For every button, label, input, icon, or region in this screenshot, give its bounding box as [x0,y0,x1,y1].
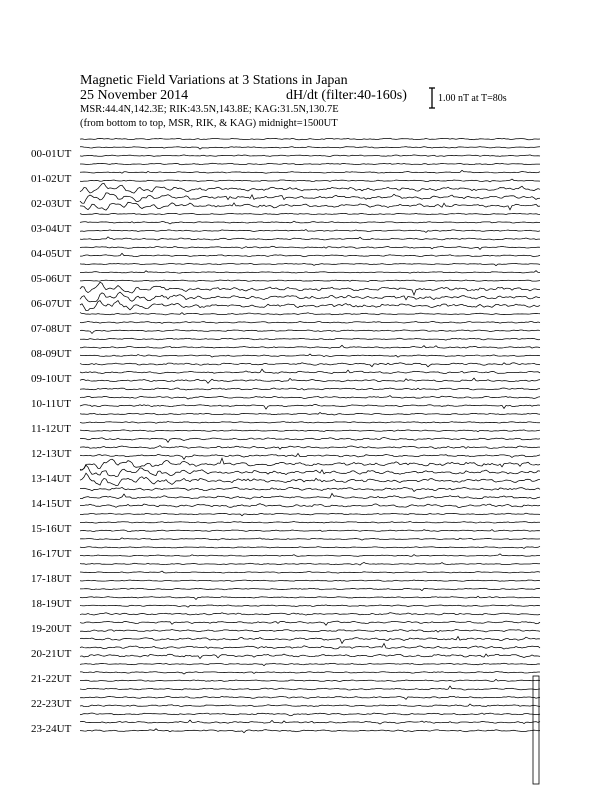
row-label-12-13UT: 12-13UT [31,448,72,460]
chart-quantity: dH/dt (filter:40-160s) [286,88,407,103]
trace-08-09UT-KAG [80,338,540,340]
trace-15-16UT-MSR [80,530,540,532]
trace-02-03UT-MSR [80,202,540,210]
trace-02-03UT-KAG [80,183,540,193]
trace-13-14UT-RIK [80,465,540,477]
trace-03-04UT-RIK [80,221,540,224]
trace-20-21UT-RIK [80,643,540,649]
trace-17-18UT-KAG [80,562,540,565]
trace-15-16UT-KAG [80,513,540,516]
trace-16-17UT-RIK [80,546,540,548]
chart-title: Magnetic Field Variations at 3 Stations in Japan [80,73,348,88]
row-label-02-03UT: 02-03UT [31,198,72,210]
chart-date: 25 November 2014 [80,88,189,103]
row-label-01-02UT: 01-02UT [31,173,72,185]
trace-22-23UT-RIK [80,696,540,699]
trace-03-04UT-MSR [80,230,540,233]
trace-01-02UT-KAG [80,163,540,164]
trace-14-15UT-MSR [80,504,540,508]
row-label-22-23UT: 22-23UT [31,698,72,710]
row-label-08-09UT: 08-09UT [31,348,72,360]
trace-18-19UT-RIK [80,596,540,599]
trace-21-22UT-KAG [80,663,540,665]
trace-22-23UT-MSR [80,704,540,707]
trace-17-18UT-RIK [80,571,540,573]
trace-07-08UT-KAG [80,313,540,315]
trace-19-20UT-KAG [80,613,540,615]
trace-00-01UT-KAG [80,138,540,139]
trace-05-06UT-KAG [80,263,540,265]
row-label-13-14UT: 13-14UT [31,473,72,485]
trace-07-08UT-MSR [80,330,540,334]
trace-11-12UT-RIK [80,421,540,423]
row-label-04-05UT: 04-05UT [31,248,72,260]
row-label-19-20UT: 19-20UT [31,623,72,635]
row-label-06-07UT: 06-07UT [31,298,72,310]
row-label-23-24UT: 23-24UT [31,723,72,735]
trace-05-06UT-MSR [80,280,540,282]
row-label-10-11UT: 10-11UT [31,398,71,410]
row-label-09-10UT: 09-10UT [31,373,72,385]
row-label-18-19UT: 18-19UT [31,598,72,610]
trace-04-05UT-KAG [80,237,540,240]
trace-06-07UT-KAG [80,282,540,295]
trace-20-21UT-KAG [80,637,540,644]
row-label-00-01UT: 00-01UT [31,148,72,160]
trace-00-01UT-RIK [80,147,540,150]
trace-20-21UT-MSR [80,654,540,659]
trace-16-17UT-KAG [80,538,540,540]
trace-12-13UT-RIK [80,446,540,450]
row-label-07-08UT: 07-08UT [31,323,72,335]
row-label-20-21UT: 20-21UT [31,648,72,660]
row-label-21-22UT: 21-22UT [31,673,72,685]
trace-22-23UT-KAG [80,686,540,690]
trace-02-03UT-RIK [80,193,540,203]
trace-07-08UT-RIK [80,321,540,323]
trace-10-11UT-KAG [80,388,540,390]
trace-10-11UT-MSR [80,405,540,410]
trace-09-10UT-MSR [80,378,540,383]
trace-14-15UT-KAG [80,487,540,491]
station-coordinates: MSR:44.4N,142.3E; RIK:43.5N,143.8E; KAG:31.5N,130.7E [80,104,339,115]
trace-09-10UT-KAG [80,363,540,367]
trace-21-22UT-MSR [80,679,540,681]
row-label-14-15UT: 14-15UT [31,498,72,510]
trace-10-11UT-RIK [80,396,540,400]
trace-19-20UT-RIK [80,621,540,625]
trace-09-10UT-RIK [80,369,540,373]
row-label-05-06UT: 05-06UT [31,273,72,285]
trace-03-04UT-KAG [80,213,540,214]
trace-08-09UT-RIK [80,345,540,348]
trace-13-14UT-MSR [80,473,540,485]
trace-01-02UT-RIK [80,170,540,173]
row-label-15-16UT: 15-16UT [31,523,72,535]
trace-16-17UT-MSR [80,554,540,557]
row-label-16-17UT: 16-17UT [31,548,72,560]
trace-06-07UT-MSR [80,301,540,311]
trace-15-16UT-RIK [80,522,540,524]
trace-12-13UT-KAG [80,437,540,442]
trace-13-14UT-KAG [80,458,540,470]
trace-21-22UT-RIK [80,672,540,674]
trace-01-02UT-MSR [80,179,540,182]
trace-14-15UT-RIK [80,493,540,499]
trace-18-19UT-MSR [80,605,540,607]
trace-order-note: (from bottom to top, MSR, RIK, & KAG) midnight=1500UT [80,118,338,129]
trace-04-05UT-MSR [80,253,540,256]
trace-05-06UT-RIK [80,271,540,273]
trace-11-12UT-KAG [80,413,540,415]
trace-00-01UT-MSR [80,155,540,157]
trace-19-20UT-MSR [80,630,540,633]
row-label-11-12UT: 11-12UT [31,423,71,435]
trace-23-24UT-MSR [80,729,540,733]
trace-18-19UT-KAG [80,588,540,590]
trace-04-05UT-RIK [80,246,540,249]
trace-23-24UT-KAG [80,713,540,716]
trace-11-12UT-MSR [80,430,540,432]
scale-label: 1.00 nT at T=80s [438,93,507,104]
row-label-03-04UT: 03-04UT [31,223,72,235]
trace-06-07UT-RIK [80,292,540,302]
trace-23-24UT-RIK [80,720,540,724]
row-label-17-18UT: 17-18UT [31,573,72,585]
trace-17-18UT-MSR [80,580,540,581]
trace-12-13UT-MSR [80,453,540,459]
trace-08-09UT-MSR [80,354,540,357]
